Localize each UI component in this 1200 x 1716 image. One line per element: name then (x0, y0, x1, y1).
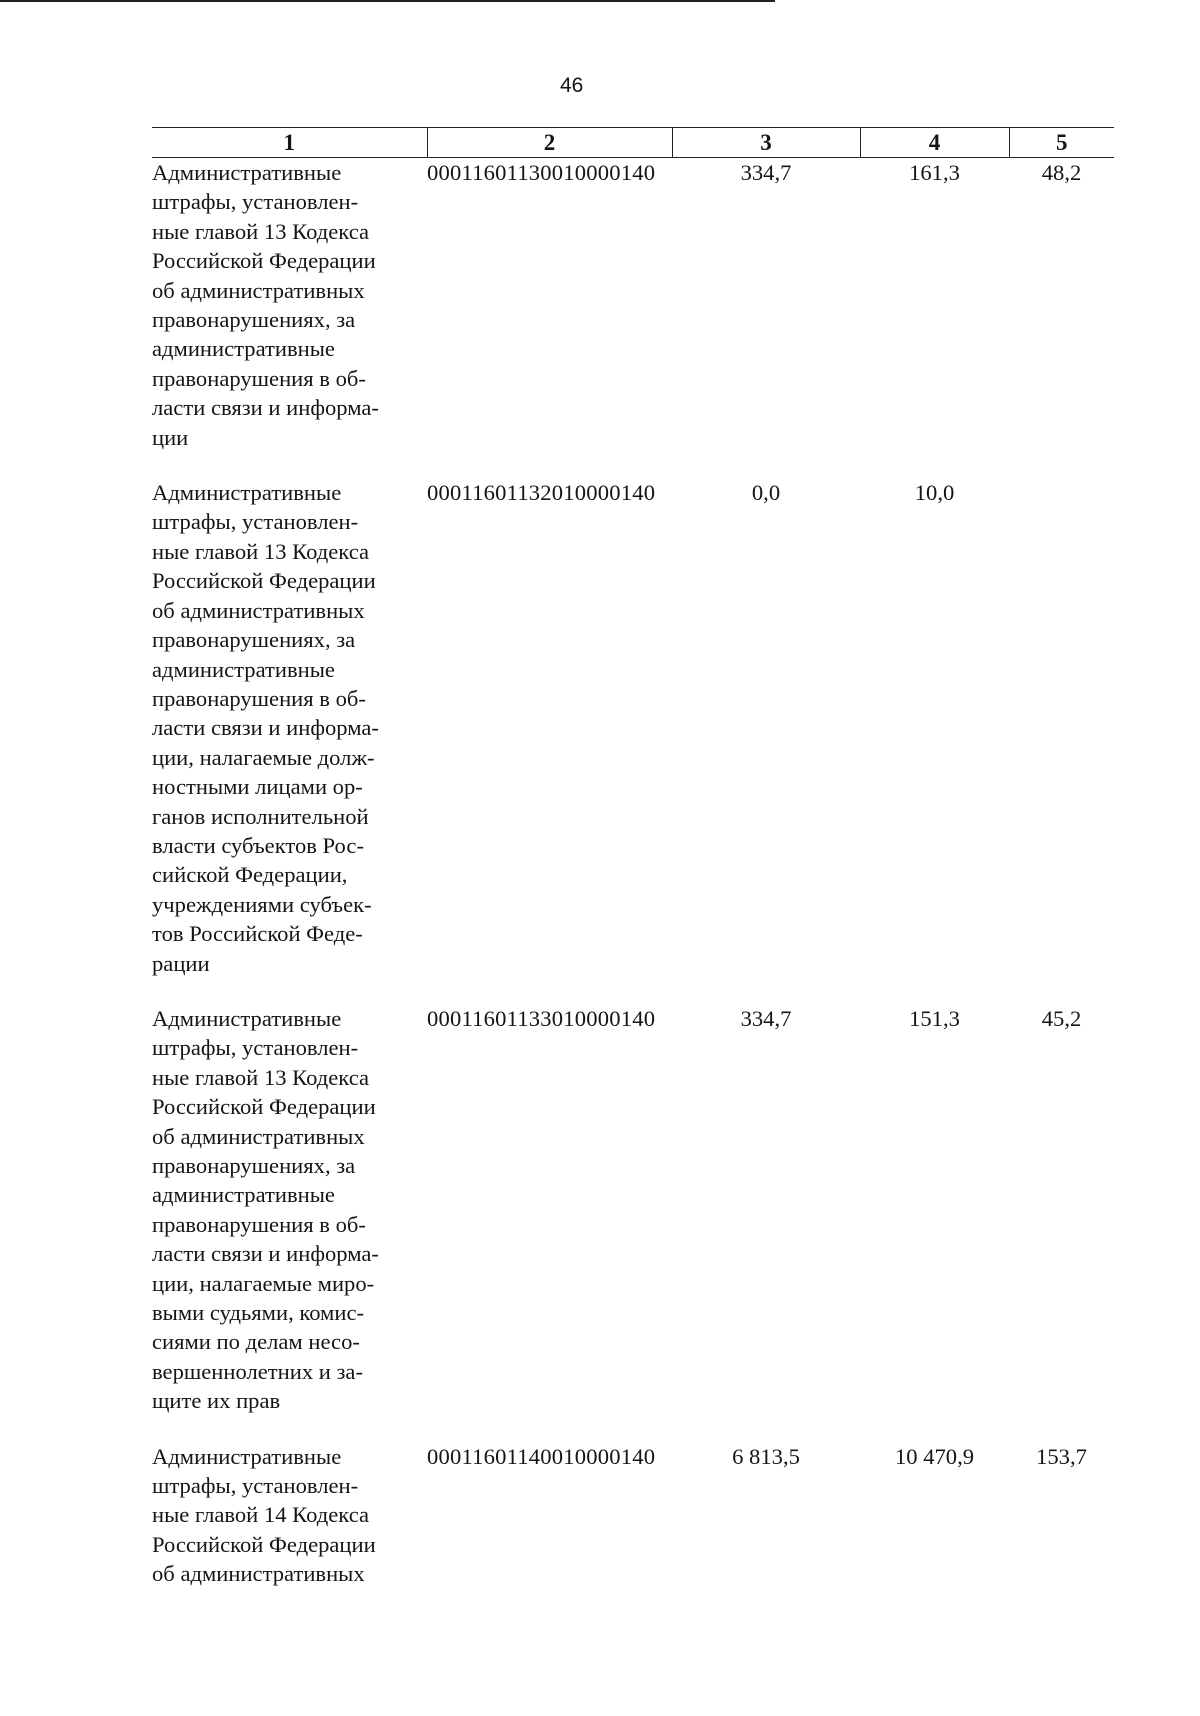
description-line: административные (152, 336, 335, 362)
row-code: 00011601130010000140 (427, 160, 656, 185)
row-value-col5: 48,2 (1041, 160, 1082, 185)
description-line: ции, налагаемые миро- (152, 1270, 375, 1296)
column-header-3: 3 (672, 128, 860, 158)
description-line: вершеннолетних и за- (152, 1358, 363, 1384)
description-line: Административные (152, 160, 342, 185)
description-line: ганов исполнительной (152, 803, 369, 829)
description-line: ные главой 13 Кодекса (152, 218, 370, 244)
table-row (152, 478, 1114, 1004)
description-line: правонарушения в об- (152, 685, 366, 711)
row-value-col3: 0,0 (751, 480, 781, 506)
description-line: выми судьями, комис- (152, 1300, 365, 1326)
column-header-4: 4 (860, 128, 1009, 158)
page-top-rule (0, 0, 775, 2)
description-line: Административные (152, 480, 342, 506)
budget-table (152, 127, 1114, 1615)
description-line: правонарушениях, за (152, 627, 356, 653)
row-value-col3: 334,7 (740, 160, 792, 185)
description-line: ласти связи и информа- (152, 1241, 379, 1267)
description-line: Российской Федерации (152, 1094, 376, 1120)
column-header-2: 2 (427, 128, 672, 158)
row-description (152, 1442, 427, 1615)
description-line: штрафы, установлен- (152, 509, 359, 535)
description-line: ные главой 14 Кодекса (152, 1502, 370, 1528)
row-value-col4: 151,3 (909, 1005, 960, 1031)
row-description (152, 158, 427, 479)
description-line: административные (152, 656, 335, 682)
description-line: правонарушениях, за (152, 307, 356, 333)
page-number: 46 (560, 74, 584, 97)
description-line: ции, налагаемые долж- (152, 744, 375, 770)
description-line: Административные (152, 1443, 342, 1469)
description-line: об административных (152, 1561, 365, 1587)
table-row (152, 1004, 1114, 1442)
row-value-col4: 10,0 (914, 480, 955, 506)
description-line: об административных (152, 277, 365, 303)
row-value-col3: 6 813,5 (732, 1443, 800, 1469)
row-value-col4: 10 470,9 (894, 1443, 975, 1469)
row-value-col5: 45,2 (1041, 1005, 1082, 1031)
row-code: 00011601140010000140 (427, 1443, 656, 1469)
description-line: ные главой 13 Кодекса (152, 1064, 370, 1090)
description-line: власти субъектов Рос- (152, 832, 364, 858)
column-header-1: 1 (152, 128, 427, 158)
description-line: Российской Федерации (152, 1531, 376, 1557)
row-value-col4: 161,3 (909, 160, 960, 185)
description-line: штрафы, установлен- (152, 1035, 359, 1061)
description-line: рации (152, 950, 210, 976)
row-code: 00011601132010000140 (427, 480, 656, 506)
description-line: об административных (152, 597, 365, 623)
description-line: Российской Федерации (152, 568, 376, 594)
row-value-col3: 334,7 (740, 1005, 792, 1031)
description-line: сийской Федерации, (152, 862, 348, 888)
description-line: штрафы, установлен- (152, 1473, 359, 1499)
row-value-col5 (1009, 478, 1114, 1004)
description-line: Административные (152, 1005, 342, 1031)
row-value-col5: 153,7 (1036, 1443, 1087, 1469)
description-line: об административных (152, 1123, 365, 1149)
row-code: 00011601133010000140 (427, 1005, 656, 1031)
description-line: тов Российской Феде- (152, 921, 363, 947)
table-row (152, 1442, 1114, 1615)
table-row (152, 158, 1114, 479)
description-line: административные (152, 1182, 335, 1208)
description-line: ласти связи и информа- (152, 715, 379, 741)
row-description (152, 478, 427, 1004)
table-body (152, 158, 1114, 1615)
description-line: правонарушения в об- (152, 365, 366, 391)
row-description (152, 1004, 427, 1442)
description-line: ции (152, 424, 189, 450)
description-line: ласти связи и информа- (152, 395, 379, 421)
description-line: сиями по делам несо- (152, 1329, 360, 1355)
description-line: щите их прав (152, 1388, 281, 1414)
table-header-row (152, 128, 1114, 158)
description-line: учреждениями субъек- (152, 891, 372, 917)
description-line: штрафы, установлен- (152, 189, 359, 215)
description-line: правонарушения в об- (152, 1211, 366, 1237)
description-line: ные главой 13 Кодекса (152, 538, 370, 564)
column-header-5: 5 (1009, 128, 1114, 158)
description-line: правонарушениях, за (152, 1153, 356, 1178)
description-line: Российской Федерации (152, 248, 376, 274)
description-line: ностными лицами ор- (152, 774, 363, 800)
